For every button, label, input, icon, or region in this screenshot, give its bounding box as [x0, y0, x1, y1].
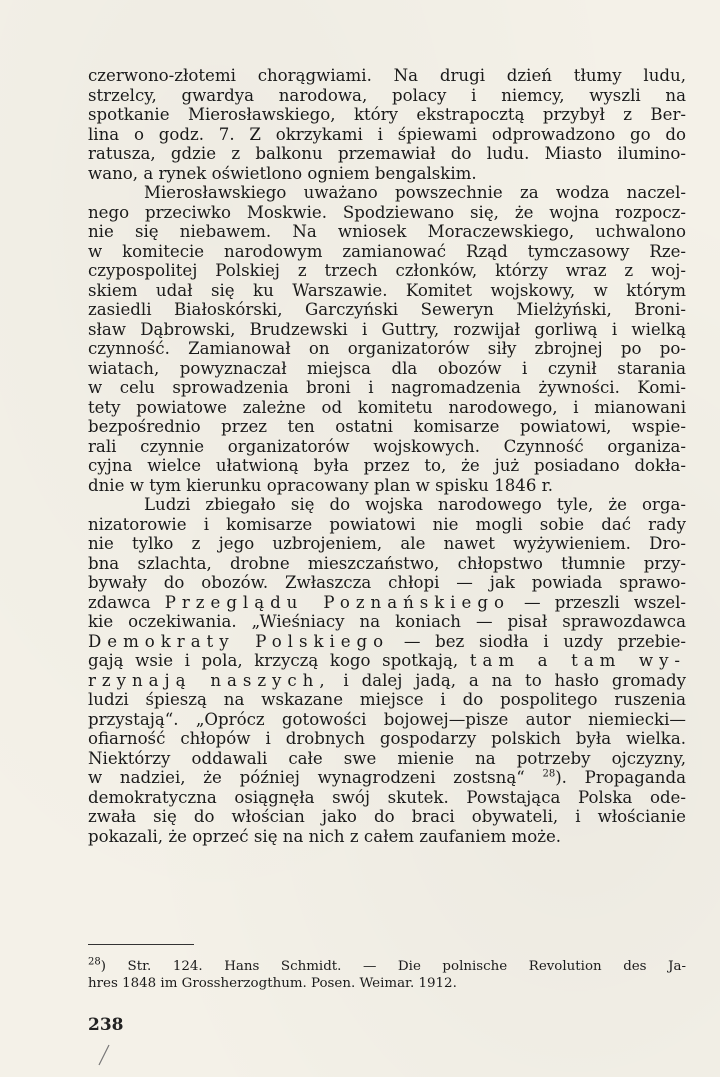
footnote-marker: 28: [88, 956, 101, 968]
text-line: ratusza, gdzie z balkonu przemawiał do ludu. Miasto ilumino-: [88, 144, 686, 163]
text-segment: w nadziei, że później wynagrodzeni zostsną“: [88, 768, 543, 787]
text-segment: zdawca: [88, 592, 165, 612]
text-segment: gają wsie i pola, krzyczą kogo spotkają,: [88, 651, 470, 670]
footnote-reference: 28: [542, 768, 556, 780]
body-text: [88, 66, 686, 846]
text-line: [88, 593, 686, 613]
text-line: pokazali, że oprzeć się na nich z całem zaufaniem może.: [88, 826, 562, 846]
page-number: 238: [88, 1015, 124, 1035]
text-line: ofiarność chłopów i drobnych gospodarzy polskich była wielka.: [88, 729, 686, 748]
text-line: w celu sprowadzenia broni i nagromadzenia żywności. Komi-: [88, 378, 686, 397]
spaced-quote: rzynają naszych,: [88, 670, 331, 690]
spaced-title: Przeglądu Poznańskiego: [164, 592, 510, 612]
text-line: tety powiatowe zależne od komitetu narodowego, i mianowani: [88, 397, 686, 417]
text-line: zasiedli Białoskórski, Garczyński Seweryn Mielżyński, Broni-: [88, 300, 686, 319]
footnote-divider: [88, 944, 194, 945]
text-line: nego przeciwko Moskwie. Spodziewano się, że wojna rozpocz-: [88, 202, 686, 222]
text-line: [88, 768, 686, 788]
text-line: rali czynnie organizatorów wojskowych. Czynność organiza-: [88, 436, 686, 456]
text-line: bezpośrednio przez ten ostatni komisarze powiatowi, wspie-: [88, 417, 686, 436]
text-line: [88, 651, 686, 671]
text-line: czynność. Zamianował on organizatorów siły zbrojnej po po-: [88, 339, 686, 358]
paragraph-3: [88, 495, 686, 846]
text-line: Ludzi zbiegało się do wojska narodowego tyle, że orga-: [144, 495, 686, 514]
text-line: Mierosławskiego uważano powszechnie za wodza naczel-: [144, 183, 686, 202]
footnote-line: [88, 958, 686, 975]
text-line: wano, a rynek oświetlono ogniem bengalskim.: [88, 163, 477, 183]
text-line: nizatorowie i komisarze powiatowi nie mogli sobie dać rady: [88, 514, 686, 534]
text-line: cyjna wielce ułatwioną była przez to, że już posiadano dokła-: [88, 456, 686, 475]
text-line: lina o godz. 7. Z okrzykami i śpiewami odprowadzono go do: [88, 124, 686, 144]
text-line: sław Dąbrowski, Brudzewski i Guttry, rozwijał gorliwą i wielką: [88, 319, 686, 339]
text-line: skiem udał się ku Warszawie. Komitet wojskowy, w którym: [88, 280, 686, 300]
text-line: bywały do obozów. Zwłaszcza chłopi — jak powiada sprawo-: [88, 573, 686, 592]
footnote-text: ) Str. 124. Hans Schmidt. — Die polnische Revolution des Ja-: [100, 959, 686, 974]
text-line: spotkanie Mierosławskiego, który ekstrapocztą przybył z Ber-: [88, 105, 686, 124]
spaced-title: Demokraty Polskiego: [88, 631, 390, 651]
text-line: Niektórzy oddawali całe swe mienie na potrzeby ojczyzny,: [88, 748, 686, 768]
text-line: wiatach, powyznaczał miejsca dla obozów i czynił starania: [88, 358, 686, 378]
text-line: dnie w tym kierunku opracowany plan w spisku 1846 r.: [88, 475, 554, 495]
text-line: nie tylko z jego uzbrojeniem, ale nawet wyżywieniem. Dro-: [88, 534, 686, 553]
text-line: [88, 671, 686, 691]
text-line: strzelcy, gwardya narodowa, polacy i niemcy, wyszli na: [88, 85, 686, 105]
text-line: bna szlachta, drobne mieszczaństwo, chłopstwo tłumnie przy-: [88, 553, 686, 573]
text-line: w komitecie narodowym zamianować Rząd tymczasowy Rze-: [88, 241, 686, 261]
footnote: [88, 958, 686, 992]
text-line: przystają“. „Oprócz gotowości bojowej—pisze autor niemiecki—: [88, 709, 686, 729]
text-segment: ). Propaganda: [555, 768, 686, 787]
text-line: demokratyczna osiągnęła swój skutek. Powstająca Polska ode-: [88, 787, 686, 807]
text-segment: — bez siodła i uzdy przebie-: [389, 631, 686, 651]
text-segment: — przeszli wszel-: [509, 592, 686, 612]
spaced-quote: tam a tam wy-: [469, 651, 686, 670]
paragraph-1: [88, 66, 686, 183]
pencil-mark-icon: [95, 1043, 115, 1067]
text-segment: i dalej jadą, a na to hasło gromady: [330, 670, 686, 690]
text-line: nie się niebawem. Na wniosek Moraczewskiego, uchwalono: [88, 222, 686, 241]
text-line: ludzi śpieszą na wskazane miejsce i do pospolitego ruszenia: [88, 690, 686, 709]
text-line: [88, 632, 686, 652]
footnote-line: hres 1848 im Grossherzogthum. Posen. Weimar. 1912.: [88, 976, 457, 991]
text-line: zwała się do włościan jako do braci obywateli, i włościanie: [88, 807, 686, 826]
text-line: czypospolitej Polskiej z trzech członków, którzy wraz z woj-: [88, 261, 686, 280]
text-line: kie oczekiwania. „Wieśniacy na koniach — pisał sprawozdawca: [88, 612, 686, 631]
paragraph-2: [88, 183, 686, 495]
text-line: czerwono-złotemi chorągwiami. Na drugi dzień tłumy ludu,: [88, 66, 686, 85]
